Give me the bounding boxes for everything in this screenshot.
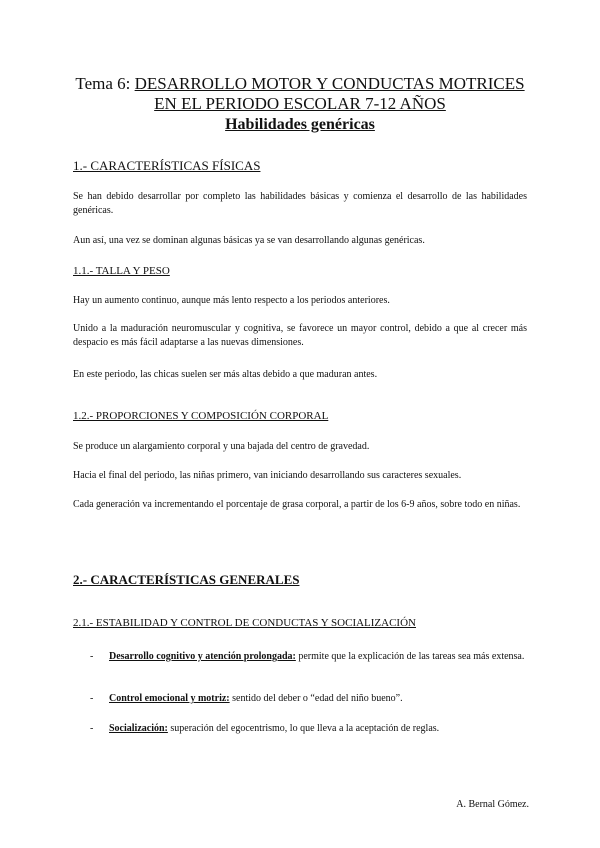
list-dash: - [90,651,94,662]
list-item [73,722,527,736]
list-item-term: Desarrollo cognitivo y atención prolongada: [109,651,296,662]
list-item-term: Socialización: [109,723,168,734]
subtitle: Habilidades genéricas [225,116,375,133]
list-item-text: sentido del deber o “edad del niño bueno”. [229,693,403,704]
section1-1-paragraph-1: Hay un aumento continuo, aunque más lento respecto a los periodos anteriores. [73,295,390,306]
section1-heading: 1.- CARACTERÍSTICAS FÍSICAS [73,158,261,173]
list-item-term: Control emocional y motriz: [109,693,230,704]
section1-2-paragraph-3: Cada generación va incrementando el porcentaje de grasa corporal, a partir de los 6-9 años, sobre todo en niñas. [73,499,521,510]
title-line-2: EN EL PERIODO ESCOLAR 7-12 AÑOS [154,94,446,113]
title-prefix: Tema 6: [75,74,131,93]
title-line-1 [60,74,540,94]
section2-1-heading: 2.1.- ESTABILIDAD Y CONTROL DE CONDUCTAS Y SOCIALIZACIÓN [73,617,416,629]
list-dash: - [90,723,94,734]
title-block [60,74,540,136]
list-dash: - [90,693,94,704]
title-main-1: DESARROLLO MOTOR Y CONDUCTAS MOTRICES [134,74,525,93]
list-item-body [109,650,527,664]
list-item-body [109,692,527,706]
section1-1-paragraph-2: Unido a la maduración neuromuscular y cognitiva, se favorece un mayor control, debido a que al crecer más despacio es más fácil adaptarse a las nuevas dimensiones. [73,323,527,348]
section1-1-heading: 1.1.- TALLA Y PESO [73,265,170,277]
section1-1-paragraph-3: En este periodo, las chicas suelen ser más altas debido a que maduran antes. [73,369,378,380]
list-item-text: permite que la explicación de las tareas sea más extensa. [295,651,525,662]
list-item [73,692,527,706]
section1-paragraph-1: Se han debido desarrollar por completo las habilidades básicas y comienza el desarrollo de las habilidades genéricas. [73,191,527,216]
section2-heading [73,572,299,588]
list-item [73,650,527,678]
section2-heading-text: 2.- CARACTERÍSTICAS GENERALES [73,572,300,587]
list-item-text: superación del egocentrismo, lo que lleva a la aceptación de reglas. [167,723,440,734]
section1-2-paragraph-2: Hacia el final del periodo, las niñas primero, van iniciando desarrollando sus caracteres sexuales. [73,470,462,481]
section1-2-paragraph-1: Se produce un alargamiento corporal y una bajada del centro de gravedad. [73,441,370,452]
section1-paragraph-2: Aun así, una vez se dominan algunas básicas ya se van desarrollando algunas genéricas. [73,235,425,246]
footer-author: A. Bernal Gómez. [456,799,529,810]
list-item-body [109,722,527,736]
section1-2-heading: 1.2.- PROPORCIONES Y COMPOSICIÓN CORPORAL [73,410,329,422]
